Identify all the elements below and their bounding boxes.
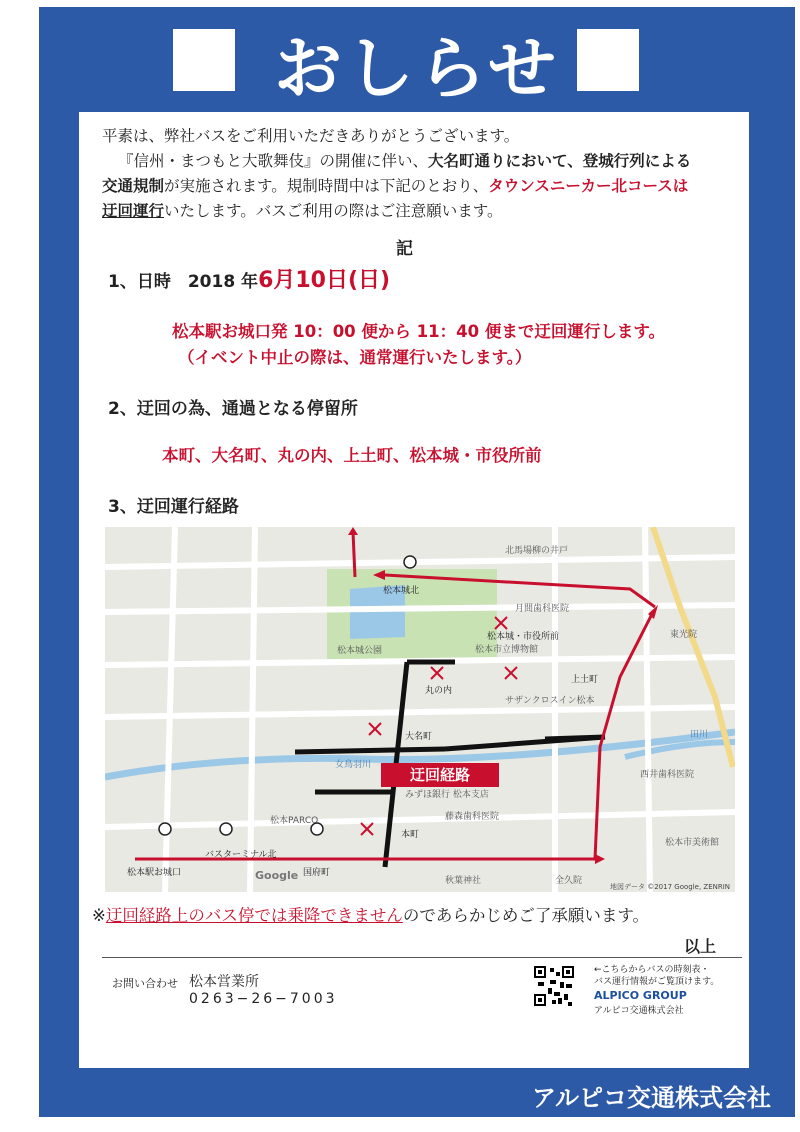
- intro-line-4: 迂回運行いたします。バスご利用の際はご注意願います。: [102, 202, 503, 220]
- contact-tel: 0263−26−7003: [189, 991, 338, 1007]
- stop-label-4: 大名町: [405, 732, 433, 742]
- header-band: [39, 7, 795, 112]
- closing-text: 以上: [684, 937, 717, 956]
- section-1-line-2: （イベント中止の際は、通常運行いたします。）: [178, 348, 532, 367]
- warning-note: ※迂回経路上のバス停では乗降できませんのであらかじめご了承願います。: [92, 906, 650, 925]
- route-map[interactable]: [105, 527, 735, 892]
- route-map-svg: [105, 527, 735, 892]
- section-2-stops: 本町、大名町、丸の内、上土町、松本城・市役所前: [162, 446, 542, 465]
- place-label-0: 北馬場柳の井戸: [505, 546, 569, 556]
- place-label-8: 全久院: [555, 876, 583, 886]
- contact-office: 松本営業所: [189, 974, 259, 990]
- route-label: 迂回経路: [409, 766, 471, 784]
- qr-caption: ←こちらからバスの時刻表・ バス運行情報がご覧頂けます。: [594, 965, 720, 987]
- place-label-7: 秋葉神社: [445, 876, 482, 886]
- intro-line-3: 交通規制が実施されます。規制時間中は下記のとおり、タウンスニーカー北コースは: [102, 177, 689, 195]
- footer-band: [39, 1068, 795, 1117]
- ki-heading: 記: [396, 239, 413, 259]
- place-label-9: 女鳥羽川: [335, 760, 372, 770]
- place-label-5: 藤森歯科医院: [445, 812, 500, 822]
- place-label-4: みずほ銀行 松本支店: [405, 790, 489, 800]
- stop-label-8: 国府町: [303, 868, 331, 878]
- place-label-10: 田川: [690, 730, 709, 740]
- stop-label-0: 松本城北: [383, 586, 420, 596]
- qr-code-icon[interactable]: [534, 966, 574, 1006]
- intro-paragraph: [102, 124, 732, 224]
- stop-label-3: 上土町: [571, 675, 599, 685]
- company-name: アルピコ交通株式会社: [531, 1084, 771, 1112]
- map-credit: 地図データ ©2017 Google, ZENRIN: [610, 883, 731, 891]
- intro-line-1: 平素は、弊社バスをご利用いただきありがとうございます。: [102, 127, 520, 145]
- place-label-15: Google: [255, 869, 299, 882]
- alpico-subtitle: アルピコ交通株式会社: [594, 1006, 684, 1016]
- contact-label: お問い合わせ: [112, 977, 178, 990]
- page-title: おしらせ: [274, 30, 560, 109]
- section-1-line-1: 松本駅お城口発 10：00 便から 11：40 便まで迂回運行します。: [172, 322, 666, 341]
- stop-label-1: 松本城・市役所前: [487, 632, 560, 642]
- stop-label-5: 本町: [401, 830, 420, 840]
- place-label-13: 西井歯科医院: [640, 770, 695, 780]
- stop-label-7: バスターミナル北: [205, 850, 277, 860]
- place-label-11: 月間歯科医院: [515, 604, 570, 614]
- alpico-logo: ALPICO GROUP: [594, 989, 687, 1002]
- stop-label-6: 松本駅お城口: [127, 868, 182, 878]
- divider: [102, 957, 742, 958]
- section-3-heading: 3、迂回運行経路: [108, 497, 239, 517]
- stop-label-2: 丸の内: [425, 686, 453, 696]
- place-label-1: 松本市立博物館: [475, 645, 539, 655]
- place-label-3: サザンクロスイン松本: [505, 696, 595, 706]
- section-1-heading: 1、日時 2018 年6月10日(日): [108, 268, 391, 293]
- place-label-2: 松本城公園: [337, 646, 383, 656]
- place-label-14: 松本市美術館: [665, 838, 720, 848]
- section-2-heading: 2、迂回の為、通過となる停留所: [108, 399, 358, 419]
- place-label-6: 松本PARCO: [270, 816, 319, 826]
- intro-line-2: 『信州・まつもと大歌舞伎』の開催に伴い、大名町通りにおいて、登城行列による: [118, 152, 692, 170]
- place-label-12: 東光院: [670, 630, 698, 640]
